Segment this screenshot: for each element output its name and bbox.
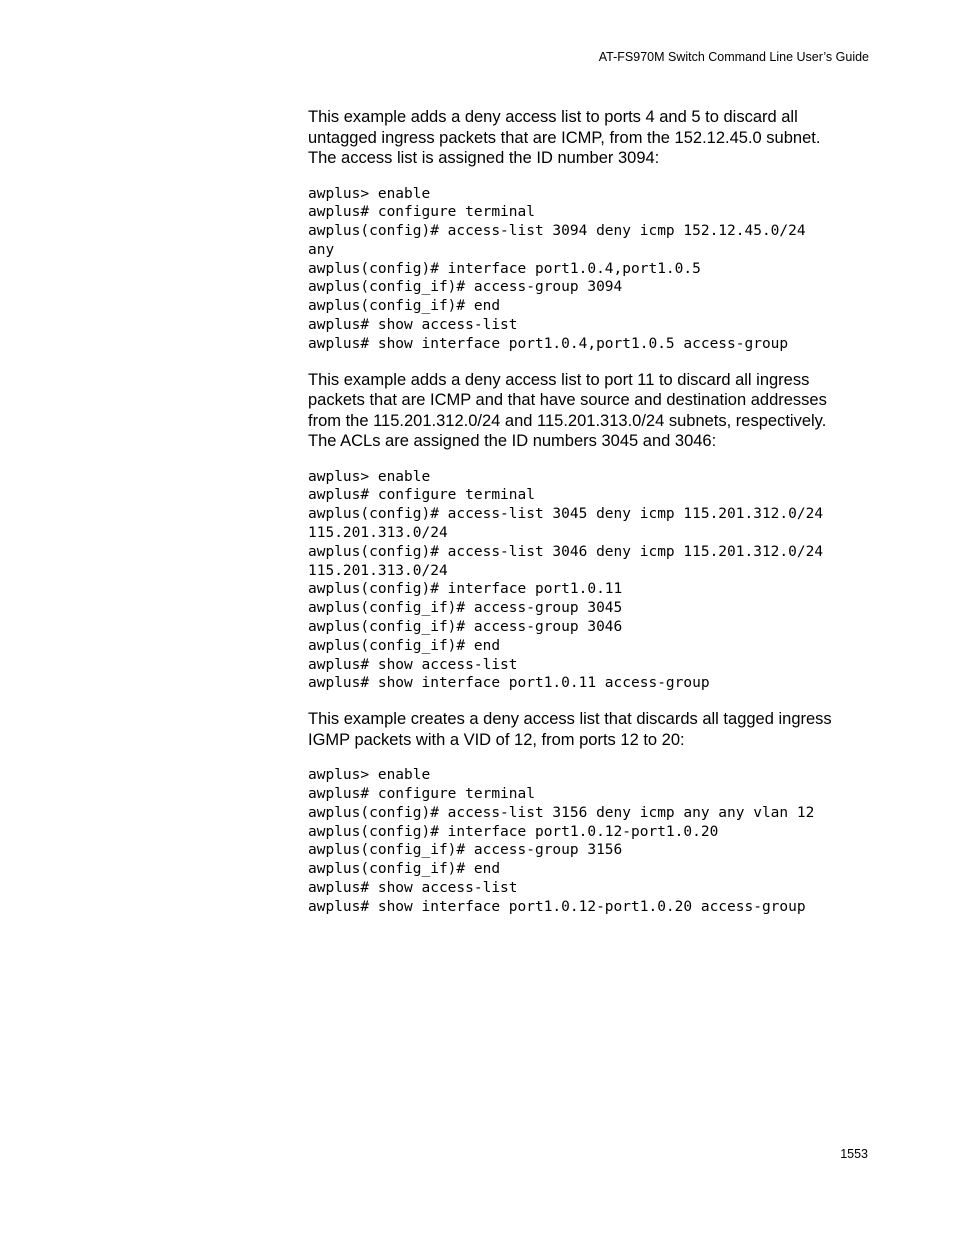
text-line: IGMP packets with a VID of 12, from ports 12 to 20: (308, 730, 685, 749)
text-line: This example creates a deny access list that discards all tagged ingress (308, 710, 832, 729)
code-line: awplus(config)# access-list 3094 deny icmp 152.12.45.0/24 (308, 223, 806, 240)
text-line: packets that are ICMP and that have source and destination addresses (308, 391, 827, 410)
code-line: 115.201.313.0/24 (308, 562, 448, 579)
code-line: awplus# show access-list (308, 656, 518, 673)
code-line: awplus(config_if)# end (308, 637, 501, 654)
code-line: awplus(config)# interface port1.0.4,port1.0.5 (308, 260, 701, 277)
code-block-example-1 (308, 185, 878, 354)
code-line: awplus(config_if)# access-group 3045 (308, 600, 623, 617)
code-line: awplus# show access-list (308, 317, 518, 334)
page-body (308, 107, 878, 917)
running-header: AT-FS970M Switch Command Line User’s Guide (598, 50, 869, 64)
code-block-example-3 (308, 766, 878, 916)
code-line: any (308, 241, 335, 258)
code-line: awplus(config)# interface port1.0.12-port1.0.20 (308, 823, 719, 840)
text-line: The ACLs are assigned the ID numbers 3045 and 3046: (308, 432, 717, 451)
code-line: awplus(config_if)# access-group 3156 (308, 842, 623, 859)
code-line: awplus> enable (308, 185, 431, 202)
code-line: awplus(config)# access-list 3156 deny icmp any any vlan 12 (308, 804, 815, 821)
code-line: awplus# show interface port1.0.4,port1.0.5 access-group (308, 335, 789, 352)
code-line: awplus(config)# access-list 3045 deny icmp 115.201.312.0/24 (308, 506, 824, 523)
code-line: awplus(config)# interface port1.0.11 (308, 581, 623, 598)
code-line: awplus# show interface port1.0.12-port1.0.20 access-group (308, 898, 806, 915)
code-line: awplus(config_if)# end (308, 861, 501, 878)
paragraph-example-3 (308, 709, 878, 750)
code-line: awplus> enable (308, 767, 431, 784)
code-block-example-2 (308, 468, 878, 694)
text-line: untagged ingress packets that are ICMP, from the 152.12.45.0 subnet. (308, 128, 821, 147)
code-line: awplus(config_if)# access-group 3046 (308, 619, 623, 636)
text-line: The access list is assigned the ID number 3094: (308, 149, 660, 167)
text-line: This example adds a deny access list to port 11 to discard all ingress (308, 370, 810, 389)
paragraph-example-2 (308, 370, 878, 452)
code-line: awplus(config_if)# end (308, 298, 501, 315)
code-line: awplus# show interface port1.0.11 access-group (308, 675, 710, 692)
code-line: awplus# configure terminal (308, 786, 535, 803)
code-line: awplus(config)# access-list 3046 deny icmp 115.201.312.0/24 (308, 543, 824, 560)
code-line: awplus> enable (308, 468, 431, 485)
code-line: awplus# show access-list (308, 880, 518, 897)
text-line: This example adds a deny access list to ports 4 and 5 to discard all (308, 108, 798, 126)
paragraph-example-1 (308, 107, 878, 169)
code-line: 115.201.313.0/24 (308, 525, 448, 542)
code-line: awplus(config_if)# access-group 3094 (308, 279, 623, 296)
page-number: 1553 (840, 1147, 868, 1161)
code-line: awplus# configure terminal (308, 487, 535, 504)
code-line: awplus# configure terminal (308, 204, 535, 221)
text-line: from the 115.201.312.0/24 and 115.201.313.0/24 subnets, respectively. (308, 411, 827, 430)
